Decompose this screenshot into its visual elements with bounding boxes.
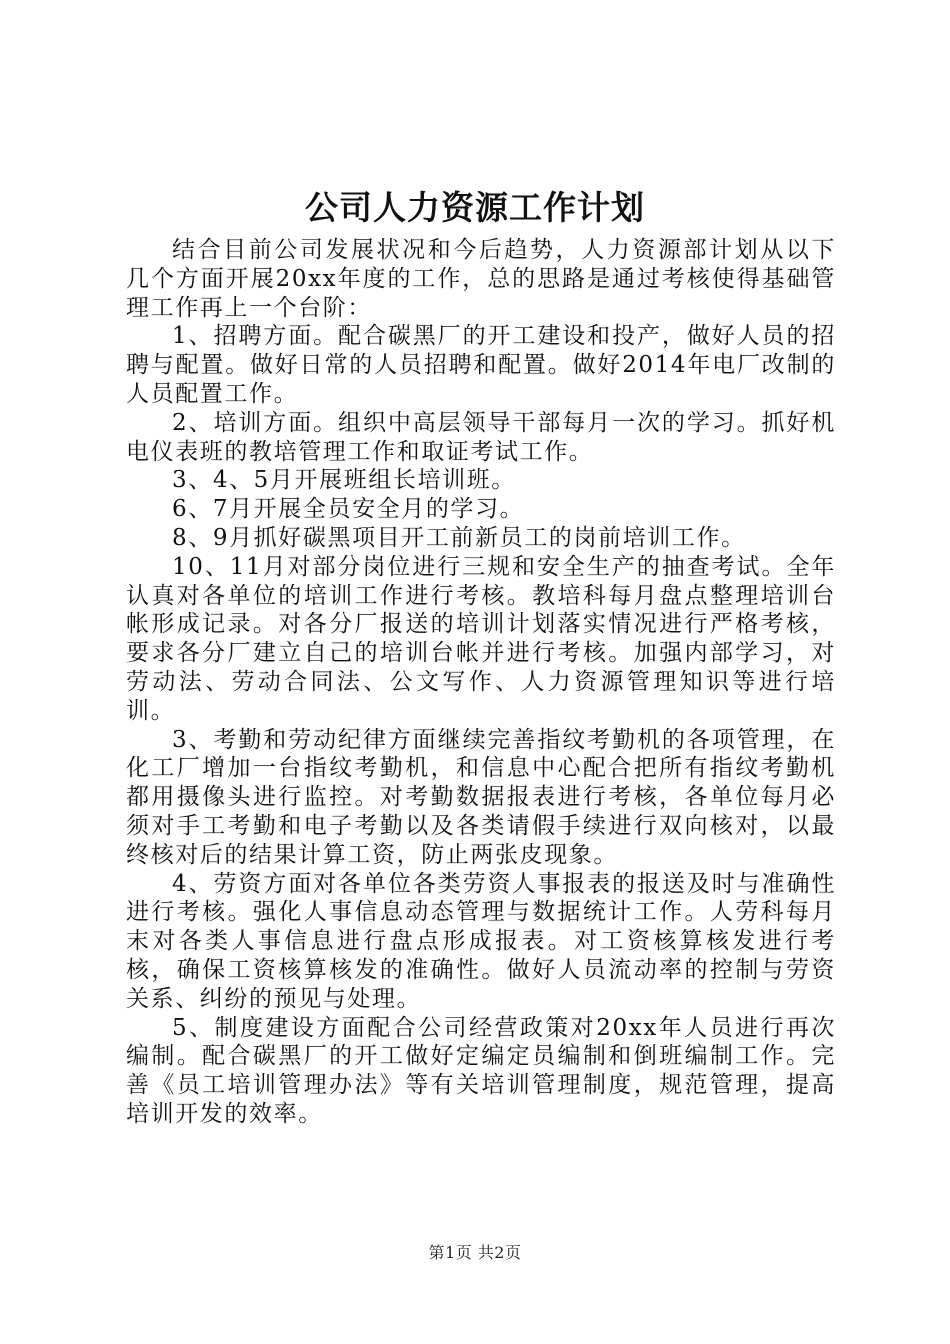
paragraph-training-oct-nov: 10、11月对部分岗位进行三规和安全生产的抽查考试。全年认真对各单位的培训工作进行考核。教培科每月盘点整理培训台帐形成记录。对各分厂报送的培训计划落实情况进行严格考核，要求各分厂建立自己的培训台帐并进行考核。加强内部学习，对劳动法、劳动合同法、公文写作、人力资源管理知识等进行培训。	[126, 553, 836, 724]
paragraph-regulations: 5、制度建设方面配合公司经营政策对20xx年人员进行再次编制。配合碳黑厂的开工做好定编定员编制和倒班编制工作。完善《员工培训管理办法》等有关培训管理制度，规范管理，提高培训开发的效率。	[126, 1014, 836, 1127]
paragraph-training-jun-jul: 6、7月开展全员安全月的学习。	[172, 496, 525, 523]
paragraph-training: 2、培训方面。组织中高层领导干部每月一次的学习。抓好机电仪表班的教培管理工作和取证考试工作。	[126, 409, 836, 465]
paragraph-recruitment: 1、招聘方面。配合碳黑厂的开工建设和投产，做好人员的招聘与配置。做好日常的人员招聘和配置。做好2014年电厂改制的人员配置工作。	[126, 323, 836, 407]
paragraph-training-aug-sep: 8、9月抓好碳黑项目开工前新员工的岗前培训工作。	[172, 524, 746, 551]
document-title: 公司人力资源工作计划	[305, 188, 645, 227]
paragraph-training-apr-may: 3、4、5月开展班组长培训班。	[172, 467, 516, 494]
document-body	[126, 236, 836, 1129]
page-footer: 第1页 共2页	[428, 1243, 522, 1262]
paragraph-intro: 结合目前公司发展状况和今后趋势，人力资源部计划从以下几个方面开展20xx年度的工作，总的思路是通过考核使得基础管理工作再上一个台阶：	[126, 237, 836, 321]
paragraph-attendance: 3、考勤和劳动纪律方面继续完善指纹考勤机的各项管理，在化工厂增加一台指纹考勤机，和信息中心配合把所有指纹考勤机都用摄像头进行监控。对考勤数据报表进行考核，各单位每月必须对手工考勤和电子考勤以及各类请假手续进行双向核对，以最终核对后的结果计算工资，防止两张皮现象。	[126, 726, 836, 868]
paragraph-labor-wages: 4、劳资方面对各单位各类劳资人事报表的报送及时与准确性进行考核。强化人事信息动态管理与数据统计工作。人劳科每月末对各类人事信息进行盘点形成报表。对工资核算核发进行考核，确保工资核算核发的准确性。做好人员流动率的控制与劳资关系、纠纷的预见与处理。	[126, 870, 836, 1012]
